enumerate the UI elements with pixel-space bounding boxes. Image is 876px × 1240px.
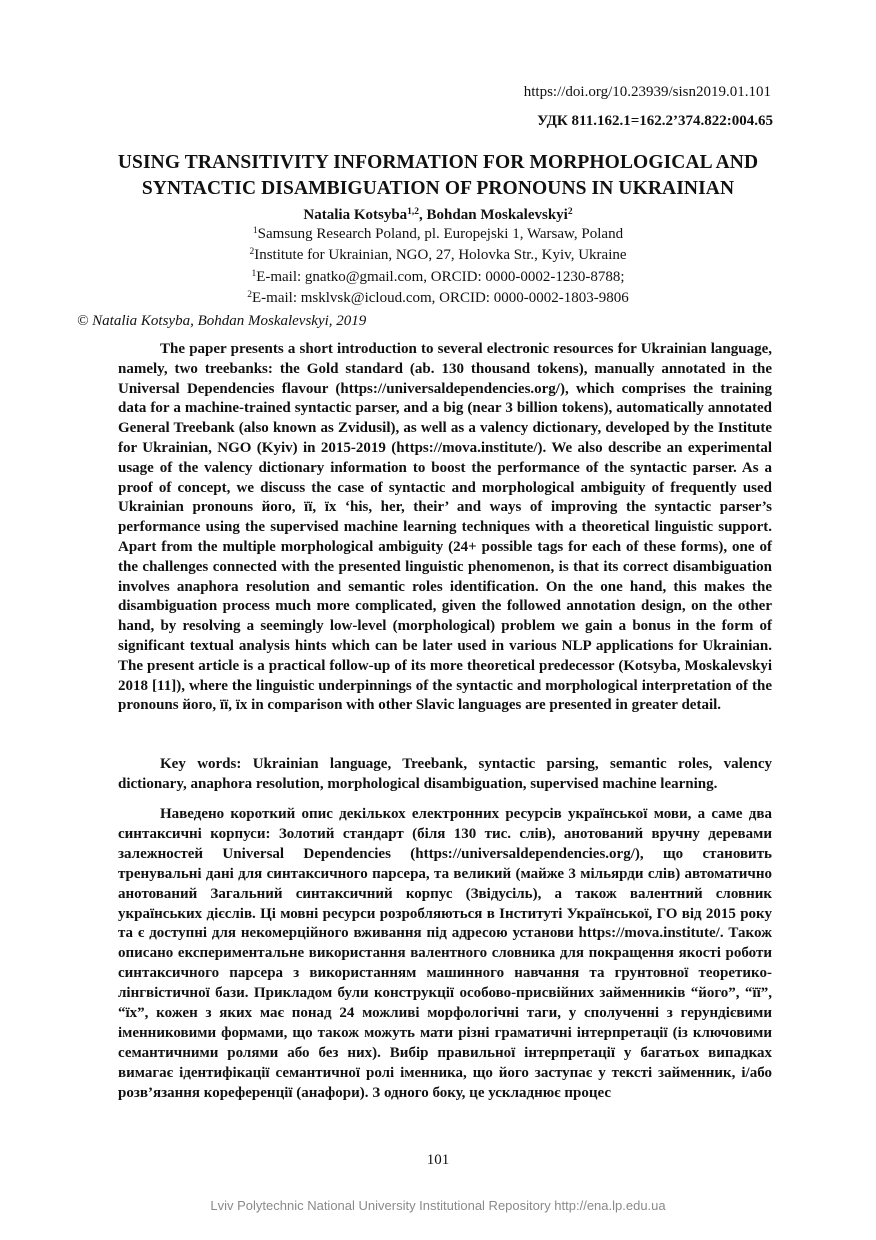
- affiliation-text: Samsung Research Poland, pl. Europejski 1, Warsaw, Poland: [257, 226, 624, 242]
- paper-title: [60, 150, 816, 202]
- doi-link[interactable]: https://doi.org/10.23939/sisn2019.01.101: [523, 84, 771, 100]
- affiliation-text: Institute for Ukrainian, NGO, 27, Holovka Str., Kyiv, Ukraine: [254, 247, 627, 264]
- abstract-english: The paper presents a short introduction to several electronic resources for Ukrainian language, namely, two treebanks: the Gold standard (ab. 130 thousand tokens), manually annotated in the Universal Dependencies flavour (https://universaldependencies.org/), which comprises the training data for a machine-trained syntactic parser, and a big (near 3 billion tokens), automatically annotated General Treebank (also known as Zvidusil), as well as a valency dictionary, developed by the Institute for Ukrainian, NGO (Kyiv) in 2015-2019 (https://mova.institute/). We also describe an experimental usage of the valency dictionary information to boost the performance of the syntactic parser. As a proof of concept, we discuss the case of syntactic and morphological ambiguity of frequently used Ukrainian pronouns його, її, їх ‘his, her, their’ and ways of improving the syntactic parser’s performance using the supervised machine learning techniques with a theoretical linguistic support. Apart from the multiple morphological ambiguity (24+ possible tags for each of these forms), one of the challenges connected with the presented linguistic phenomenon, is that its correct disambiguation involves anaphora resolution and semantic roles identification. On the one hand, this makes the disambiguation process much more complicated, given the followed annotation design, on the other hand, by resolving a seemingly low-level (morphological) problem we gain a bonus in the form of significant textual analysis hints which can be later used in various NLP applications for Ukrainian. The present article is a practical follow-up of its more theoretical predecessor (Kotsyba, Moskalevskyi 2018 [11]), where the linguistic underpinnings of the syntactic and morphological interpretation of the pronouns його, її, їх in comparison with other Slavic languages are presented in greater detail.: [118, 341, 772, 714]
- affiliation-sup: 2: [247, 289, 253, 300]
- affiliations: [0, 224, 876, 309]
- email-line: [0, 267, 876, 288]
- title-line-1: USING TRANSITIVITY INFORMATION FOR MORPHOLOGICAL AND: [117, 152, 759, 173]
- copyright-notice: © Natalia Kotsyba, Bohdan Moskalevskyi, 2019: [77, 313, 367, 329]
- author-name: Bohdan Moskalevskyi: [426, 207, 568, 223]
- affiliation-sup: 2: [249, 247, 255, 258]
- author-name: Natalia Kotsyba: [303, 207, 408, 223]
- keywords: Key words: Ukrainian language, Treebank, syntactic parsing, semantic roles, valency dictionary, anaphora resolution, morphological disambiguation, supervised machine learning.: [118, 756, 772, 792]
- affiliation-line: [0, 224, 876, 245]
- author-affil-sup: 1,2: [407, 207, 420, 217]
- abstract-ukrainian: Наведено короткий опис декількох електронних ресурсів української мови, а саме два синтаксичні корпуси: Золотий стандарт (біля 130 тис. слів), анотований вручну деревами залежностей Universal Dependencies (https://universaldependencies.org/), що становить тренувальні дані для синтаксичного парсера, та великий (майже 3 мільярди слів) автоматично анотований Загальний синтаксичний корпус (Звідусіль), а також валентний словник українських дієслів. Ці мовні ресурси розробляються в Інституті Української, ГО від 2015 року та є доступні для некомерційного вживання під адресою установи https://mova.institute/. Також описано експериментальне використання валентного словника для покращення якості роботи синтаксичного парсера з використанням машинного навчання та грунтовної теоретико-лінгвістичної бази. Прикладом були конструкції особово-присвійних займенників “його”, “її”, “їх”, кожен з яких має понад 24 можливі морфологічні таги, у сполученні з герундієвими іменниковими формами, що також можуть мати різні граматичні інтерпретації (із ключовими семантичними ролями або без них). Вибір правильної інтерпретації у багатьох випадках вимагає ідентифікації семантичної ролі іменника, що його заступає у тексті займенник, і/або розв’язання кореференції (анафори). З одного боку, це ускладнює процес: [118, 806, 772, 1101]
- affiliation-line: [0, 245, 876, 266]
- author-separator: ,: [419, 207, 427, 223]
- email-text: E-mail: msklvsk@icloud.com, ORCID: 0000-0002-1803-9806: [252, 289, 629, 306]
- page-number: 101: [426, 1152, 450, 1168]
- author-affil-sup: 2: [567, 207, 573, 217]
- author-list: [0, 205, 876, 225]
- affiliation-sup: 1: [251, 268, 257, 279]
- email-line: [0, 288, 876, 309]
- title-line-2: SYNTACTIC DISAMBIGUATION OF PRONOUNS IN UKRAINIAN: [141, 178, 735, 199]
- repository-footer[interactable]: Lviv Polytechnic National University Institutional Repository http://ena.lp.edu.ua: [210, 1198, 666, 1213]
- email-text: E-mail: gnatko@gmail.com, ORCID: 0000-0002-1230-8788;: [256, 268, 625, 285]
- affiliation-sup: 1: [252, 226, 258, 236]
- udk-code: УДК 811.162.1=162.2’374.822:004.65: [537, 113, 773, 129]
